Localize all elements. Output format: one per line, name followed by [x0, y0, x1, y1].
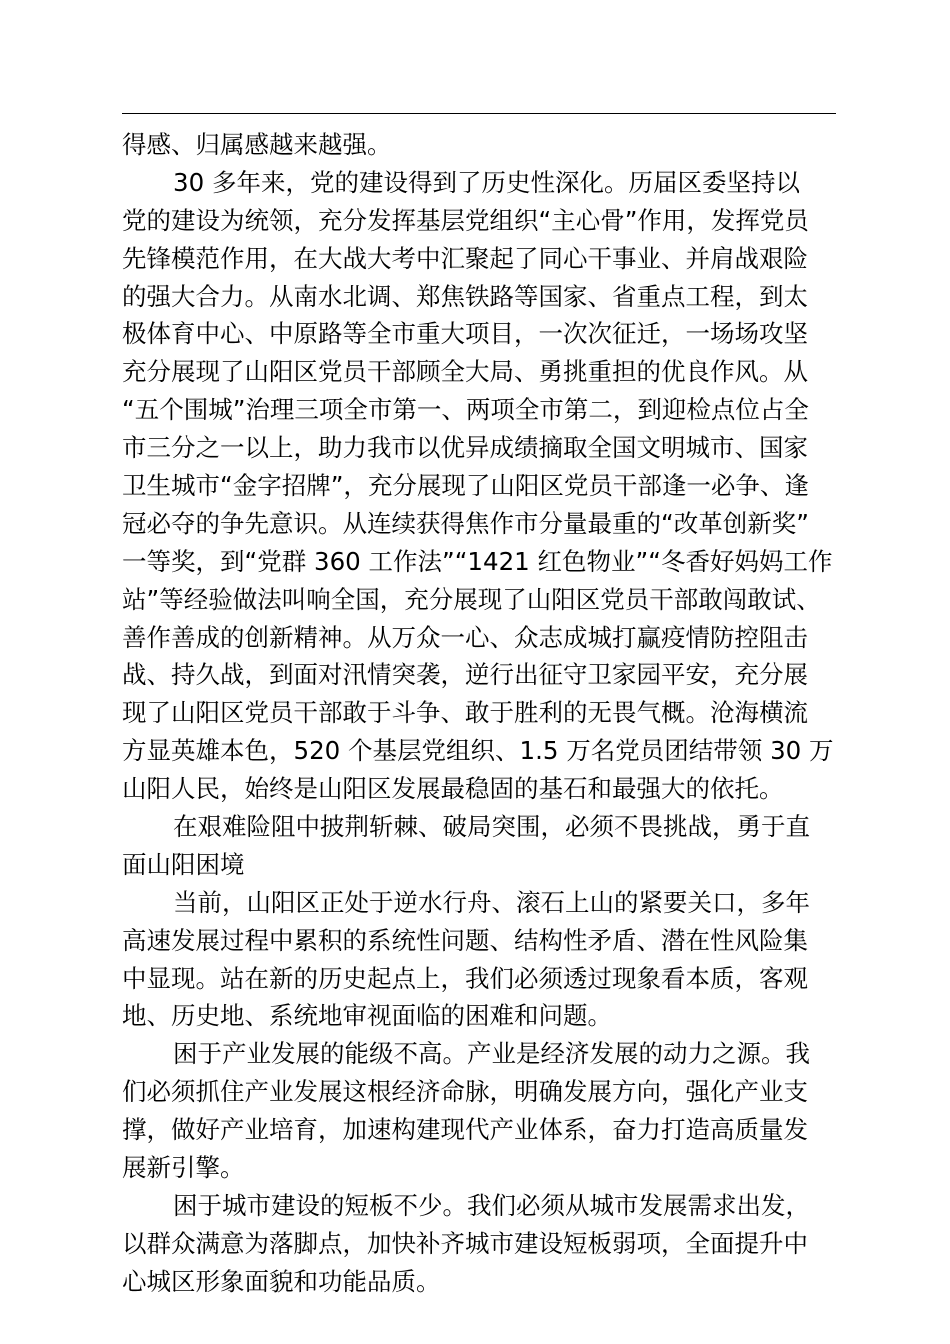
text-line: 现了山阳区党员干部敢于斗争、敢于胜利的无畏气概。沧海横流: [122, 698, 808, 728]
paragraph-start-line: 30 多年来，党的建设得到了历史性深化。历届区委坚持以: [173, 167, 800, 197]
paragraph-start-line: 困于产业发展的能级不高。产业是经济发展的动力之源。我: [173, 1039, 810, 1069]
text-line: 冠必夺的争先意识。从连续获得焦作市分量最重的“改革创新奖”: [122, 508, 809, 538]
text-line: 卫生城市“金字招牌”，充分展现了山阳区党员干部逢一必争、逢: [122, 471, 809, 501]
text-line: 地、历史地、系统地审视面临的困难和问题。: [122, 1001, 612, 1031]
text-line: 市三分之一以上，助力我市以优异成绩摘取全国文明城市、国家: [122, 433, 808, 463]
paragraph-start-line: 当前，山阳区正处于逆水行舟、滚石上山的紧要关口，多年: [173, 887, 810, 917]
text-line: 们必须抓住产业发展这根经济命脉，明确发展方向，强化产业支: [122, 1077, 808, 1107]
text-line: 善作善成的创新精神。从万众一心、众志成城打赢疫情防控阻击: [122, 622, 808, 652]
text-line: 战、持久战，到面对汛情突袭，逆行出征守卫家园平安，充分展: [122, 660, 808, 690]
section-heading-line: 在艰难险阻中披荆斩棘、破局突围，必须不畏挑战，勇于直: [173, 812, 810, 842]
paragraph-start-line: 困于城市建设的短板不少。我们必须从城市发展需求出发，: [173, 1190, 810, 1220]
text-line: 以群众满意为落脚点，加快补齐城市建设短板弱项，全面提升中: [122, 1228, 808, 1258]
text-line: 先锋模范作用，在大战大考中汇聚起了同心干事业、并肩战艰险: [122, 243, 808, 273]
text-line: 的强大合力。从南水北调、郑焦铁路等国家、省重点工程，到太: [122, 281, 808, 311]
text-line: 高速发展过程中累积的系统性问题、结构性矛盾、潜在性风险集: [122, 925, 808, 955]
section-heading-line: 面山阳困境: [122, 849, 245, 879]
text-line: 方显英雄本色，520 个基层党组织、1.5 万名党员团结带领 30 万: [122, 736, 834, 766]
body-text: [122, 126, 842, 1301]
text-line: “五个围城”治理三项全市第一、两项全市第二，到迎检点位占全: [122, 395, 809, 425]
text-line: 得感、归属感越来越强。: [122, 130, 392, 159]
text-line: 中显现。站在新的历史起点上，我们必须透过现象看本质，客观: [122, 963, 808, 993]
text-line: 展新引擎。: [122, 1153, 245, 1183]
text-line: 充分展现了山阳区党员干部顾全大局、勇挑重担的优良作风。从: [122, 357, 808, 387]
text-line: 撑，做好产业培育，加速构建现代产业体系，奋力打造高质量发: [122, 1115, 808, 1145]
text-line: 极体育中心、中原路等全市重大项目，一次次征迁，一场场攻坚: [122, 319, 808, 349]
text-line: 一等奖，到“党群 360 工作法”“1421 红色物业”“冬香好妈妈工作: [122, 546, 833, 576]
text-line: 党的建设为统领，充分发挥基层党组织“主心骨”作用，发挥党员: [122, 205, 809, 235]
text-line: 心城区形象面貌和功能品质。: [122, 1266, 441, 1296]
header-rule: [122, 113, 836, 114]
text-line: 山阳人民，始终是山阳区发展最稳固的基石和最强大的依托。: [122, 774, 784, 804]
text-line: 站”等经验做法叫响全国，充分展现了山阳区党员干部敢闯敢试、: [122, 584, 821, 614]
